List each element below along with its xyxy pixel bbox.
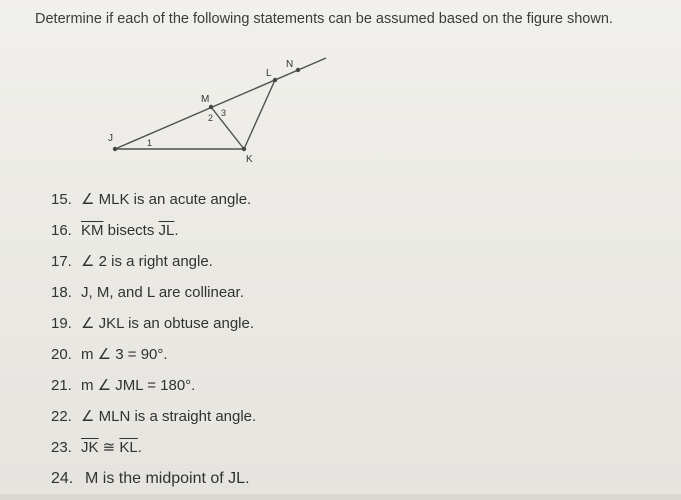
statement-text: M is the midpoint of JL.	[85, 470, 250, 487]
statement-text: ∠ MLK is an acute angle.	[81, 191, 252, 208]
statement-number: 21.	[51, 377, 72, 394]
statement-24	[51, 469, 661, 500]
geometry-figure	[103, 52, 338, 172]
statement-15	[51, 190, 661, 221]
statement-number: 17.	[51, 253, 72, 270]
statement-text: ≅	[98, 439, 120, 456]
label-n: N	[286, 59, 294, 70]
point-n	[296, 68, 300, 72]
segment-jk-text: $\overline{JK}$	[81, 439, 99, 456]
segment-km: $\overline{KM}$	[81, 222, 104, 239]
geometry-figure-svg	[103, 52, 338, 172]
statement-list	[51, 190, 661, 500]
line-jmln	[115, 58, 326, 149]
statement-21	[51, 376, 661, 407]
point-j	[113, 147, 117, 151]
statement-23	[51, 438, 661, 469]
angle-3-label: 3	[221, 108, 227, 118]
statement-punctuation: .	[137, 439, 142, 456]
statement-19	[51, 314, 661, 345]
statement-number: 15.	[51, 191, 72, 208]
segment-lk	[244, 80, 275, 149]
statement-number: 16.	[51, 222, 72, 239]
instructions-text: Determine if each of the following statements can be assumed based on the figure shown.	[35, 11, 613, 27]
point-l	[273, 78, 277, 82]
label-m: M	[201, 94, 210, 105]
angle-2-label: 2	[208, 113, 214, 123]
statement-number: 24.	[51, 470, 74, 487]
statement-number: 20.	[51, 346, 72, 363]
segment-kl-text: $\overline{KL}$	[119, 439, 138, 456]
statement-text: bisects	[103, 222, 159, 239]
segment-mk	[211, 107, 244, 149]
statement-text: J, M, and L are collinear.	[81, 284, 244, 301]
statement-number: 23.	[51, 439, 72, 456]
angle-1-label: 1	[147, 138, 153, 148]
statement-22	[51, 407, 661, 438]
statement-18	[51, 283, 661, 314]
point-m	[209, 105, 213, 109]
segment-jl: $\overline{JL}$	[158, 222, 175, 239]
statement-text: m ∠ 3 = 90°.	[81, 346, 168, 363]
point-k	[242, 147, 246, 151]
statement-text: m ∠ JML = 180°.	[81, 377, 196, 394]
statement-number: 22.	[51, 408, 72, 425]
statement-number: 18.	[51, 284, 72, 301]
statement-20	[51, 345, 661, 376]
statement-number: 19.	[51, 315, 72, 332]
label-j: J	[108, 133, 113, 144]
label-k: K	[246, 154, 253, 165]
statement-text: ∠ MLN is a straight angle.	[81, 408, 257, 425]
statement-16	[51, 221, 661, 252]
statement-text: ∠ 2 is a right angle.	[81, 253, 213, 270]
label-l: L	[266, 68, 272, 79]
statement-text: ∠ JKL is an obtuse angle.	[81, 315, 254, 332]
statement-17	[51, 252, 661, 283]
statement-punctuation: .	[174, 222, 179, 239]
